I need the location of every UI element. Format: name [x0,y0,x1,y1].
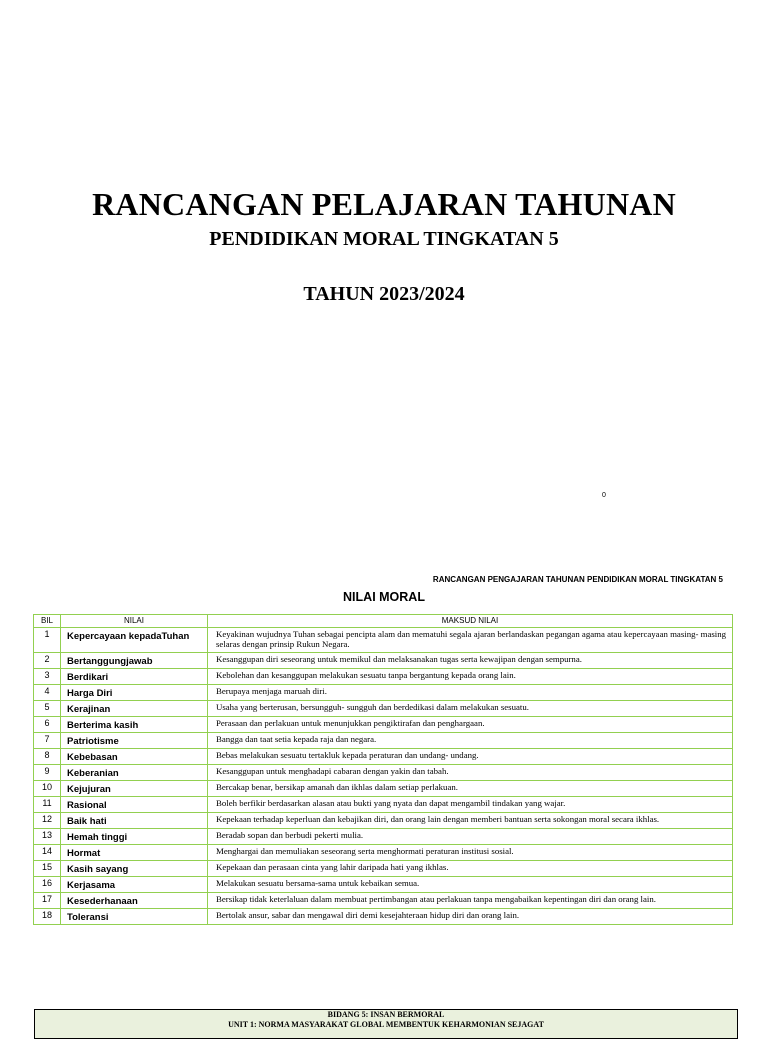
bil-cell: 3 [34,669,61,685]
bil-cell: 17 [34,893,61,909]
maksud-cell: Kesanggupan diri seseorang untuk memikul dan melaksanakan tugas serta kewajipan dengan sempurna. [208,653,733,669]
nilai-cell: Bertanggungjawab [61,653,208,669]
column-header-nilai: NILAI [61,615,208,628]
bil-cell: 15 [34,861,61,877]
nilai-cell: Patriotisme [61,733,208,749]
bil-cell: 9 [34,765,61,781]
maksud-cell: Bercakap benar, bersikap amanah dan ikhlas dalam setiap perlakuan. [208,781,733,797]
nilai-cell: Hemah tinggi [61,829,208,845]
table-row [34,877,733,893]
section-title: NILAI MORAL [343,590,425,604]
nilai-cell: Keberanian [61,765,208,781]
maksud-cell: Usaha yang berterusan, bersungguh- sungguh dan berdedikasi dalam melakukan sesuatu. [208,701,733,717]
running-header: RANCANGAN PENGAJARAN TAHUNAN PENDIDIKAN MORAL TINGKATAN 5 [432,575,723,584]
table-row [34,653,733,669]
bil-cell: 13 [34,829,61,845]
maksud-cell: Kepekaan dan perasaan cinta yang lahir daripada hati yang ikhlas. [208,861,733,877]
table-row [34,628,733,653]
bil-cell: 8 [34,749,61,765]
nilai-cell: Kerjasama [61,877,208,893]
bil-cell: 6 [34,717,61,733]
cover-year: TAHUN 2023/2024 [303,283,465,305]
maksud-cell: Perasaan dan perlakuan untuk menunjukkan pengiktirafan dan penghargaan. [208,717,733,733]
maksud-cell: Boleh berfikir berdasarkan alasan atau bukti yang nyata dan dapat mengambil tindakan yang wajar. [208,797,733,813]
page-number: 0 [602,492,606,499]
maksud-cell: Kesanggupan untuk menghadapi cabaran dengan yakin dan tabah. [208,765,733,781]
maksud-cell: Melakukan sesuatu bersama-sama untuk kebaikan semua. [208,877,733,893]
nilai-cell: Toleransi [61,909,208,925]
section-box-line1: BIDANG 5: INSAN BERMORAL [327,1010,445,1019]
nilai-cell: Hormat [61,845,208,861]
bil-cell: 2 [34,653,61,669]
table-row [34,765,733,781]
cover-subtitle: PENDIDIKAN MORAL TINGKATAN 5 [209,228,559,250]
maksud-cell: Berupaya menjaga maruah diri. [208,685,733,701]
maksud-cell: Bertolak ansur, sabar dan mengawal diri demi kesejahteraan hidup diri dan orang lain. [208,909,733,925]
maksud-cell: Bangga dan taat setia kepada raja dan negara. [208,733,733,749]
bil-cell: 7 [34,733,61,749]
column-header-maksud: MAKSUD NILAI [208,615,733,628]
bil-cell: 14 [34,845,61,861]
table-row [34,829,733,845]
nilai-cell: Kebebasan [61,749,208,765]
nilai-cell: Kejujuran [61,781,208,797]
table-row [34,717,733,733]
table-row [34,685,733,701]
bil-cell: 10 [34,781,61,797]
nilai-cell: Rasional [61,797,208,813]
maksud-cell: Kepekaan terhadap keperluan dan kebajikan diri, dan orang lain dengan memberi bantuan serta sokongan moral secara ikhlas. [208,813,733,829]
bil-cell: 1 [34,628,61,653]
maksud-cell: Bebas melakukan sesuatu tertakluk kepada peraturan dan undang- undang. [208,749,733,765]
nilai-cell: Kerajinan [61,701,208,717]
bil-cell: 11 [34,797,61,813]
table-row [34,893,733,909]
table-row [34,845,733,861]
nilai-cell: Berterima kasih [61,717,208,733]
table-row [34,797,733,813]
table-row [34,749,733,765]
bil-cell: 12 [34,813,61,829]
maksud-cell: Bersikap tidak keterlaluan dalam membuat pertimbangan atau perlakuan tanpa mengabaikan kepentingan diri dan orang lain. [208,893,733,909]
nilai-cell: Berdikari [61,669,208,685]
section-box-line2: UNIT 1: NORMA MASYARAKAT GLOBAL MEMBENTUK KEHARMONIAN SEJAGAT [228,1020,544,1029]
table-row [34,701,733,717]
table-row [34,813,733,829]
maksud-cell: Beradab sopan dan berbudi pekerti mulia. [208,829,733,845]
maksud-cell: Kebolehan dan kesanggupan melakukan sesuatu tanpa bergantung kepada orang lain. [208,669,733,685]
nilai-cell: Kasih sayang [61,861,208,877]
table-row [34,861,733,877]
table-row [34,733,733,749]
nilai-cell: Kepercayaan kepadaTuhan [61,628,208,653]
bil-cell: 18 [34,909,61,925]
table-row [34,909,733,925]
section-box [34,1009,738,1039]
maksud-cell: Menghargai dan memuliakan seseorang serta menghormati peraturan institusi sosial. [208,845,733,861]
bil-cell: 5 [34,701,61,717]
table-row [34,781,733,797]
nilai-cell: Harga Diri [61,685,208,701]
cover-title: RANCANGAN PELAJARAN TAHUNAN [92,186,676,222]
table-header-row [34,615,733,628]
nilai-cell: Baik hati [61,813,208,829]
column-header-bil: BIL [34,615,61,628]
table-row [34,669,733,685]
values-table-body [34,628,733,925]
nilai-cell: Kesederhanaan [61,893,208,909]
bil-cell: 16 [34,877,61,893]
maksud-cell: Keyakinan wujudnya Tuhan sebagai pencipta alam dan mematuhi segala ajaran berlandaskan pegangan agama atau kepercayaan masing- masing selaras dengan prinsip Rukun Negara. [208,628,733,653]
values-table [33,614,733,925]
bil-cell: 4 [34,685,61,701]
